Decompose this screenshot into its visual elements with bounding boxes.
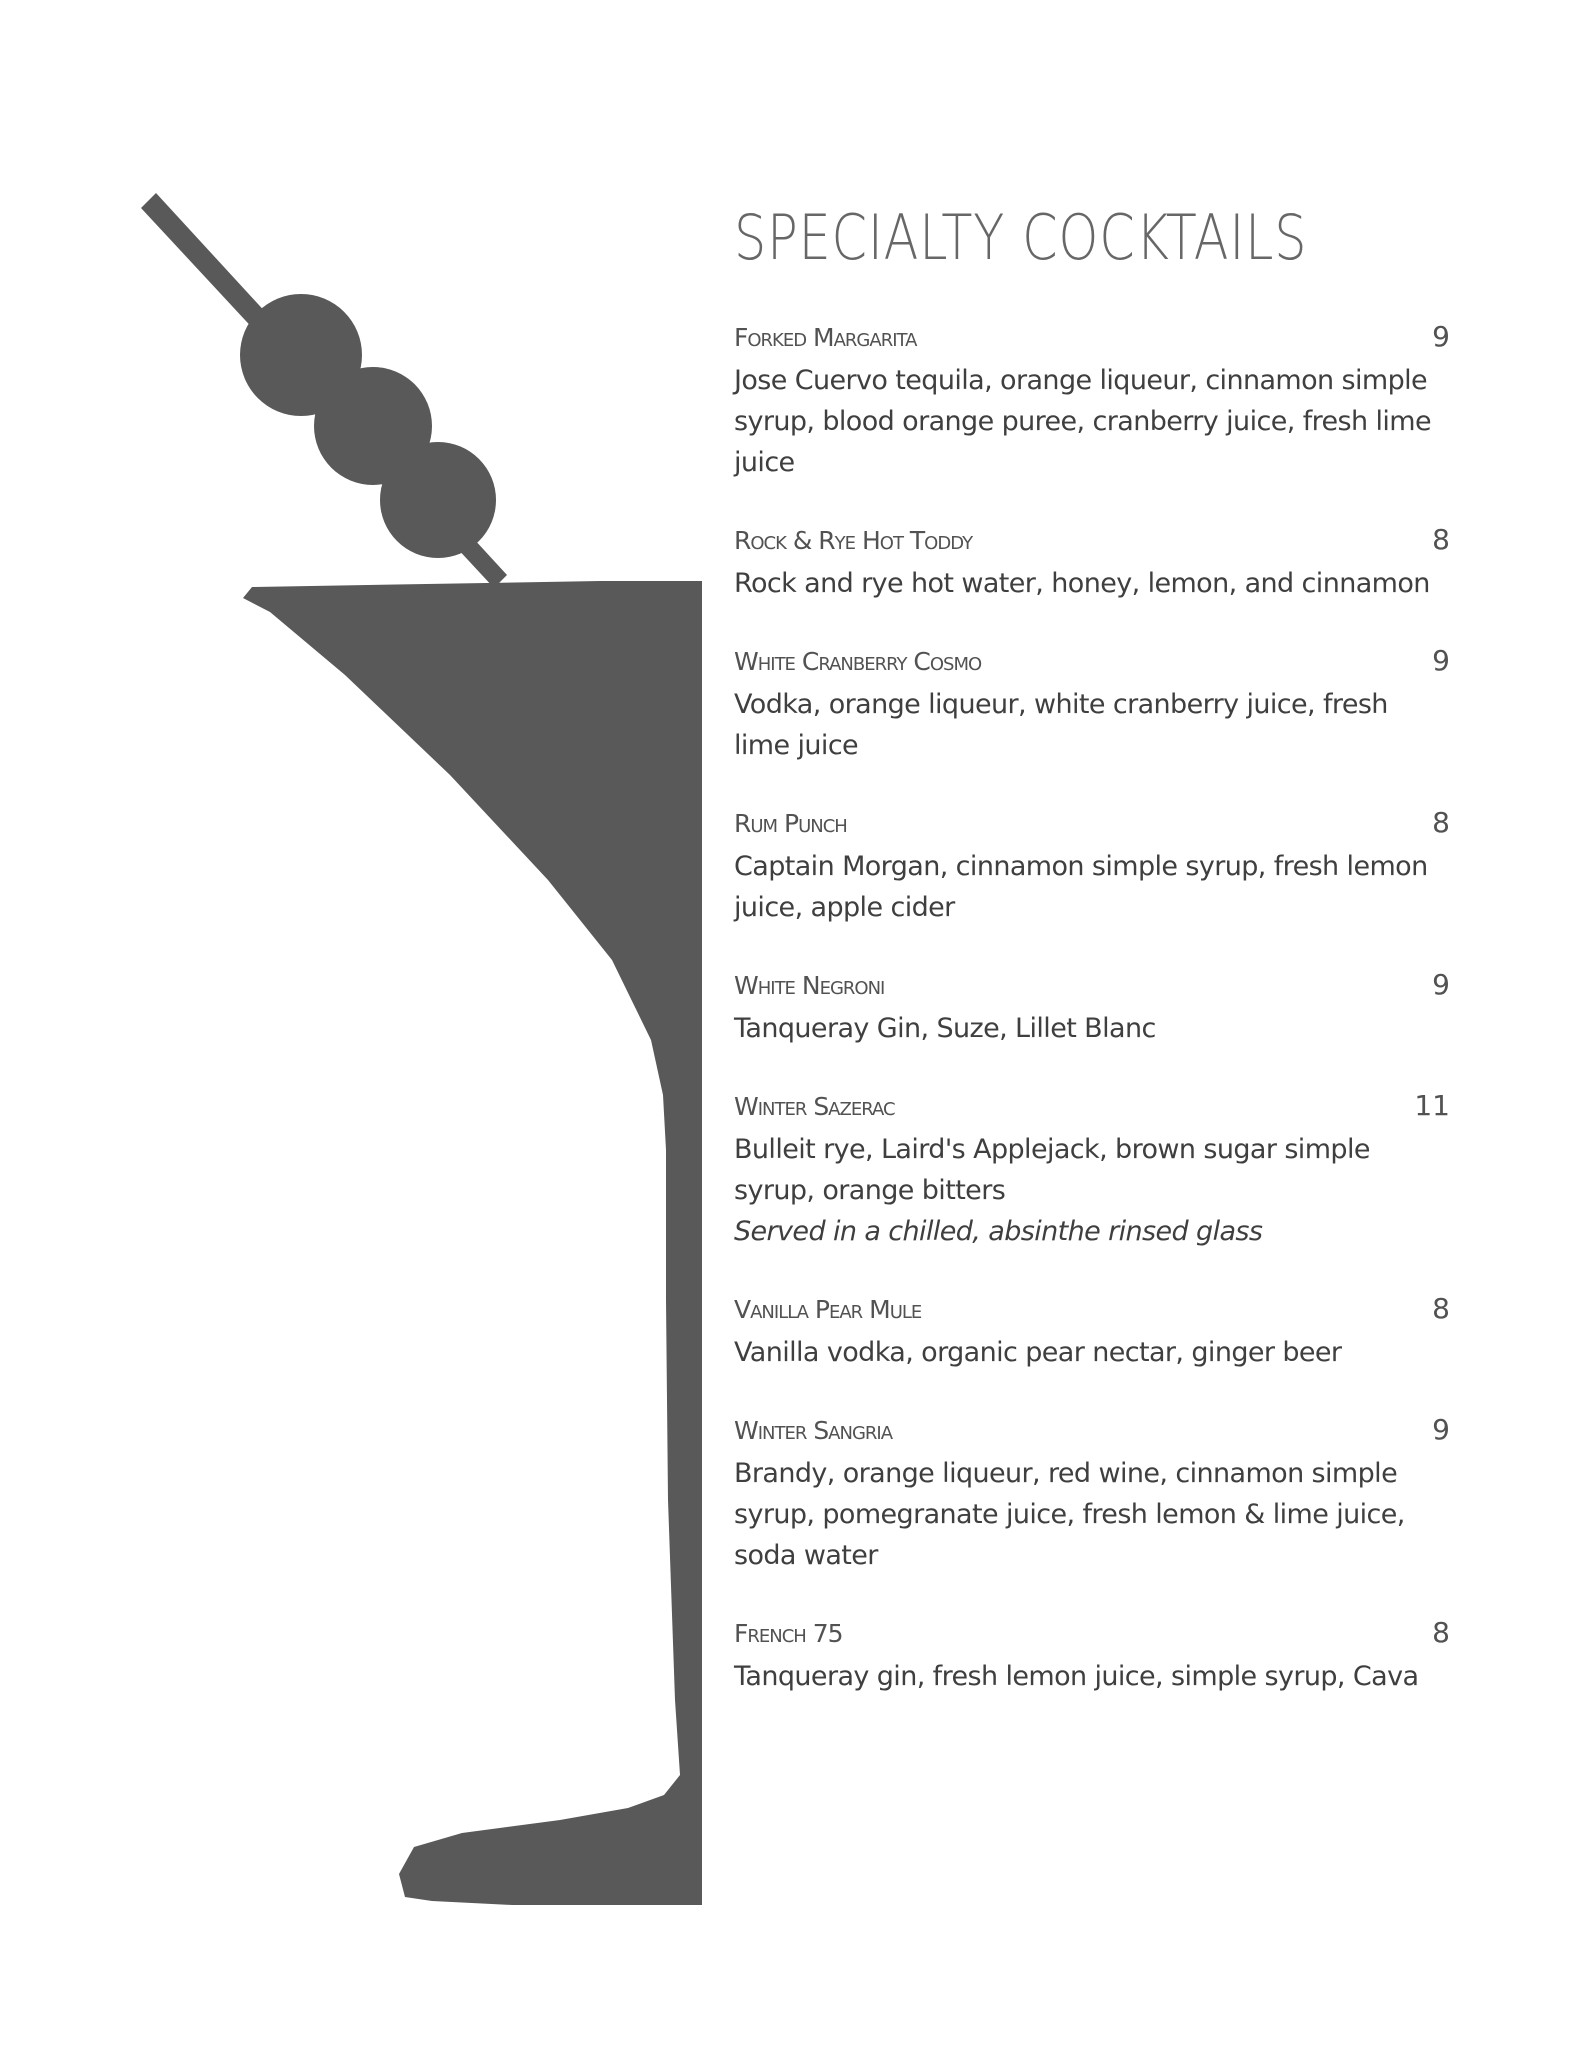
item-description: Vodka, orange liqueur, white cranberry juice, fresh lime juice <box>734 689 1388 761</box>
item-price: 9 <box>1432 644 1450 677</box>
item-name: French 75 <box>734 1619 843 1648</box>
menu-item-winter-sangria <box>734 1413 1450 1576</box>
item-price: 8 <box>1432 806 1450 839</box>
item-header <box>734 320 1450 360</box>
menu-list <box>734 320 1450 1697</box>
item-description: Jose Cuervo tequila, orange liqueur, cinnamon simple syrup, blood orange puree, cranberry juice, fresh lime juice <box>734 365 1431 478</box>
item-name: White Cranberry Cosmo <box>734 647 982 676</box>
item-header <box>734 1089 1450 1129</box>
item-price: 9 <box>1432 968 1450 1001</box>
item-note: Served in a chilled, absinthe rinsed glass <box>734 1216 1263 1247</box>
item-price: 11 <box>1414 1089 1450 1122</box>
item-description: Captain Morgan, cinnamon simple syrup, fresh lemon juice, apple cider <box>734 851 1428 923</box>
glass-silhouette <box>243 581 702 1905</box>
item-header <box>734 1292 1450 1332</box>
page-title: SPECIALTY COCKTAILS <box>734 201 1308 274</box>
item-name: Vanilla Pear Mule <box>734 1295 922 1324</box>
martini-glass-icon <box>0 0 760 2048</box>
item-price: 9 <box>1432 1413 1450 1446</box>
item-header <box>734 968 1450 1008</box>
item-description: Vanilla vodka, organic pear nectar, ginger beer <box>734 1337 1342 1368</box>
menu-item-white-cranberry-cosmo <box>734 644 1450 766</box>
menu-item-rock-rye-hot-toddy <box>734 523 1450 604</box>
menu-item-vanilla-pear-mule <box>734 1292 1450 1373</box>
menu-item-winter-sazerac <box>734 1089 1450 1252</box>
olive-bottom <box>380 442 496 558</box>
item-description: Tanqueray gin, fresh lemon juice, simple syrup, Cava <box>734 1661 1419 1692</box>
item-name: Rock & Rye Hot Toddy <box>734 526 973 555</box>
item-name: Forked Margarita <box>734 323 917 352</box>
menu-item-french-75 <box>734 1616 1450 1697</box>
item-description: Bulleit rye, Laird's Applejack, brown sugar simple syrup, orange bitters <box>734 1134 1370 1206</box>
item-description: Rock and rye hot water, honey, lemon, and cinnamon <box>734 568 1430 599</box>
item-price: 9 <box>1432 320 1450 353</box>
item-header <box>734 806 1450 846</box>
menu-item-white-negroni <box>734 968 1450 1049</box>
item-description: Tanqueray Gin, Suze, Lillet Blanc <box>734 1013 1156 1044</box>
item-name: Rum Punch <box>734 809 847 838</box>
menu-item-rum-punch <box>734 806 1450 928</box>
item-name: White Negroni <box>734 971 885 1000</box>
item-header <box>734 1616 1450 1656</box>
item-header <box>734 644 1450 684</box>
item-description: Brandy, orange liqueur, red wine, cinnamon simple syrup, pomegranate juice, fresh lemon & lime juice, soda water <box>734 1458 1405 1571</box>
item-price: 8 <box>1432 523 1450 556</box>
item-header <box>734 1413 1450 1453</box>
menu-panel <box>734 196 1450 1737</box>
item-price: 8 <box>1432 1616 1450 1649</box>
menu-item-forked-margarita <box>734 320 1450 483</box>
item-header <box>734 523 1450 563</box>
item-name: Winter Sazerac <box>734 1092 895 1121</box>
item-price: 8 <box>1432 1292 1450 1325</box>
item-name: Winter Sangria <box>734 1416 893 1445</box>
